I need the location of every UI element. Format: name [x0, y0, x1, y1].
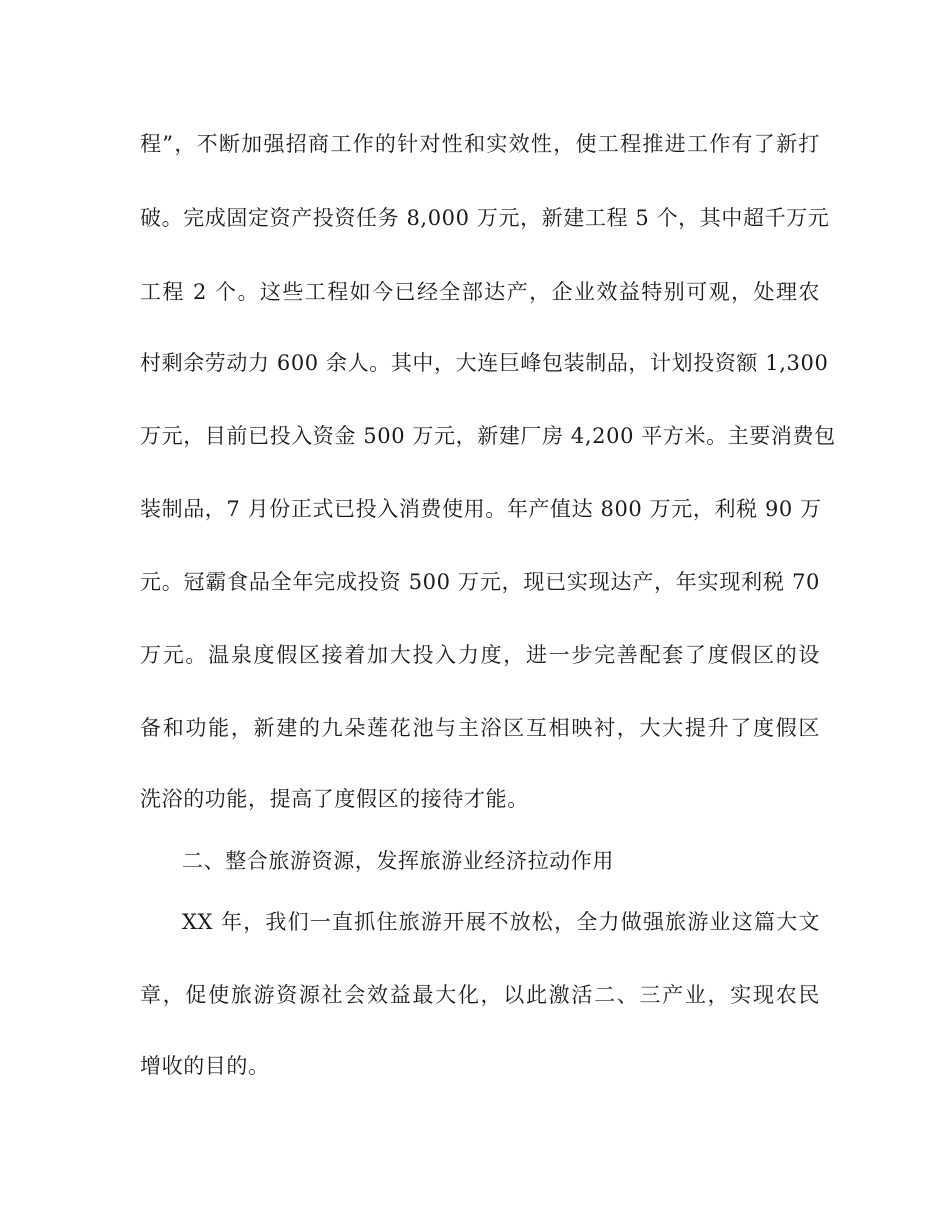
body-text-line: 万元。温泉度假区接着加大投入力度，进一步完善配套了度假区的设	[140, 643, 820, 667]
body-text-line: 章，促使旅游资源社会效益最大化，以此激活二、三产业，实现农民	[140, 983, 820, 1007]
body-text-line: 元。冠霸食品全年完成投资 500 万元，现已实现达产，年实现利税 70	[140, 570, 820, 594]
body-text-line: 工程 2 个。这些工程如今已经全部达产，企业效益特别可观，处理农	[140, 280, 820, 304]
body-text-line: 装制品，7 月份正式已投入消费使用。年产值达 800 万元，利税 90 万	[140, 497, 822, 521]
body-text-line: 洗浴的功能，提高了度假区的接待才能。	[140, 787, 529, 811]
body-text-line: 备和功能，新建的九朵莲花池与主浴区互相映衬，大大提升了度假区	[140, 716, 820, 740]
body-text-line: XX 年，我们一直抓住旅游开展不放松，全力做强旅游业这篇大文	[182, 910, 820, 934]
body-text-line: 村剩余劳动力 600 余人。其中，大连巨峰包装制品，计划投资额 1,300	[140, 351, 829, 375]
body-text-line: 破。完成固定资产投资任务 8,000 万元，新建工程 5 个，其中超千万元	[140, 206, 830, 230]
body-text-line: 程”，不断加强招商工作的针对性和实效性，使工程推进工作有了新打	[140, 132, 820, 156]
body-text-line: 增收的目的。	[140, 1054, 270, 1078]
body-text-line: 万元，目前已投入资金 500 万元，新建厂房 4,200 平方米。主要消费包	[140, 424, 836, 448]
section-heading: 二、整合旅游资源，发挥旅游业经济拉动作用	[182, 849, 614, 873]
